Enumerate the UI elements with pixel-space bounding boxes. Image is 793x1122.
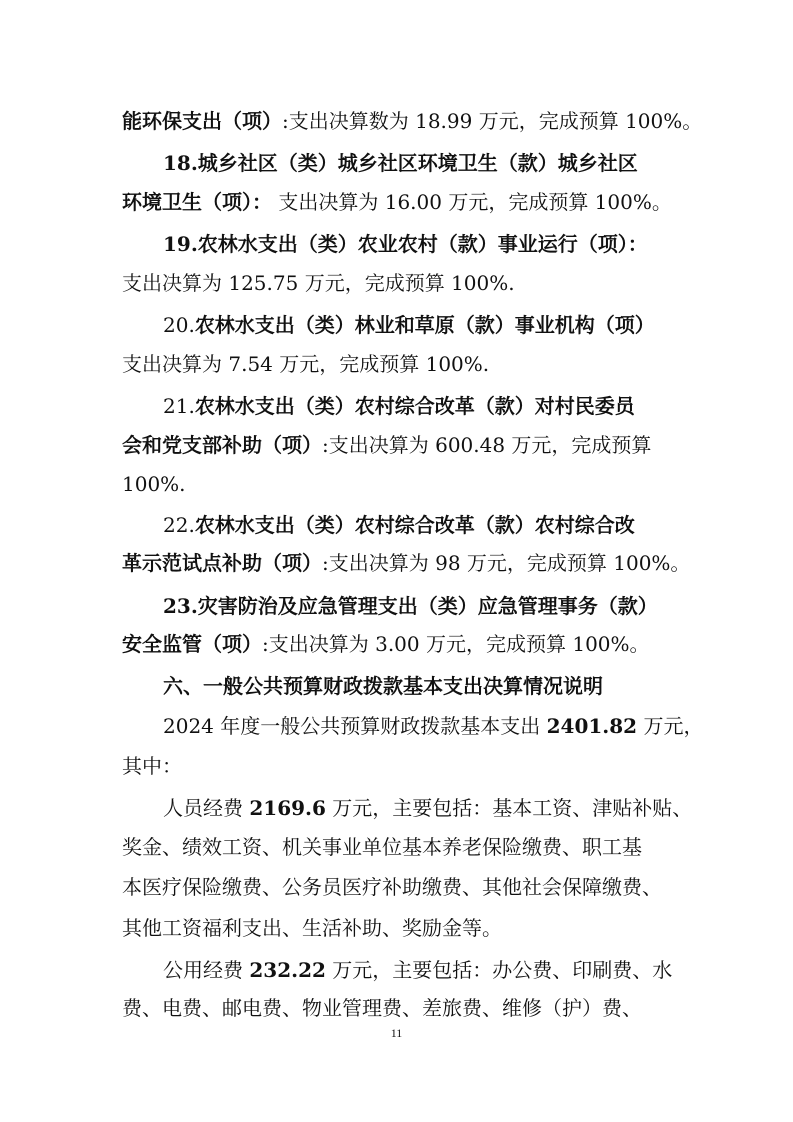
text-segment: :支出决算为 98 万元，完成预算 100%。 bbox=[322, 551, 691, 575]
text-line bbox=[122, 833, 793, 861]
bold-text-segment: 农林水支出（类）农村综合改革（款）农村综合改 bbox=[194, 513, 635, 537]
bold-text-segment: 2401.82 bbox=[546, 714, 638, 738]
bold-text-segment: 革示范试点补助（项） bbox=[122, 551, 322, 575]
text-line bbox=[122, 431, 793, 459]
text-line bbox=[163, 149, 793, 177]
text-line bbox=[122, 630, 793, 658]
bold-text-segment: 能环保支出（项） bbox=[122, 109, 282, 133]
text-line bbox=[163, 794, 793, 822]
text-segment: 万元，主要包括：办公费、印刷费、水 bbox=[325, 958, 673, 982]
text-line bbox=[163, 230, 793, 258]
text-line bbox=[163, 712, 793, 740]
text-segment: 其他工资福利支出、生活补助、奖励金等。 bbox=[122, 916, 502, 940]
text-segment: :支出决算为 600.48 万元，完成预算 bbox=[322, 433, 652, 457]
text-segment: 人员经费 bbox=[163, 796, 250, 820]
text-line bbox=[122, 470, 793, 498]
text-line bbox=[163, 592, 793, 620]
bold-text-segment: 19.农林水支出（类）农业农村（款）事业运行（项）： bbox=[163, 232, 648, 256]
text-line bbox=[122, 994, 793, 1022]
text-segment: 支出决算为 7.54 万元，完成预算 100%. bbox=[122, 352, 490, 376]
bold-text-segment: 农林水支出（类）林业和草原（款）事业机构（项） bbox=[194, 313, 655, 337]
text-segment: 万元， bbox=[637, 714, 704, 738]
bold-text-segment: 23.灾害防治及应急管理支出（类）应急管理事务（款） bbox=[163, 594, 658, 618]
text-segment: 万元，主要包括：基本工资、津贴补贴、 bbox=[325, 796, 693, 820]
text-segment: 费、电费、邮电费、物业管理费、差旅费、维修（护）费、 bbox=[122, 996, 642, 1020]
text-line bbox=[122, 752, 793, 780]
text-line bbox=[163, 392, 793, 420]
text-line bbox=[163, 956, 793, 984]
bold-text-segment: 会和党支部补助（项） bbox=[122, 433, 322, 457]
text-segment: :支出决算为 3.00 万元，完成预算 100%。 bbox=[262, 632, 650, 656]
bold-text-segment: 2169.6 bbox=[249, 796, 326, 820]
bold-text-segment: 环境卫生（项）： bbox=[122, 190, 272, 214]
text-segment: 21. bbox=[163, 394, 195, 418]
text-segment: 奖金、绩效工资、机关事业单位基本养老保险缴费、职工基 bbox=[122, 835, 642, 859]
text-segment: 100%. bbox=[122, 472, 186, 496]
text-line bbox=[122, 350, 793, 378]
page-number: 11 bbox=[390, 1026, 403, 1040]
text-line bbox=[122, 107, 793, 135]
text-line bbox=[122, 269, 793, 297]
text-segment: 支出决算为 16.00 万元，完成预算 100%。 bbox=[272, 190, 672, 214]
text-segment: 本医疗保险缴费、公务员医疗补助缴费、其他社会保障缴费、 bbox=[122, 875, 662, 899]
bold-text-segment: 安全监管（项） bbox=[122, 632, 262, 656]
text-line bbox=[122, 914, 793, 942]
bold-text-segment: 农林水支出（类）农村综合改革（款）对村民委员 bbox=[194, 394, 635, 418]
text-segment: 支出决算为 125.75 万元，完成预算 100%. bbox=[122, 271, 515, 295]
text-segment: 其中： bbox=[122, 754, 182, 778]
text-segment: 公用经费 bbox=[163, 958, 250, 982]
text-line bbox=[122, 188, 793, 216]
text-line bbox=[122, 549, 793, 577]
text-segment: 22. bbox=[163, 513, 195, 537]
text-line bbox=[163, 311, 793, 339]
bold-text-segment: 六、一般公共预算财政拨款基本支出决算情况说明 bbox=[163, 674, 603, 698]
text-segment: :支出决算数为 18.99 万元，完成预算 100%。 bbox=[282, 109, 703, 133]
text-line bbox=[122, 873, 793, 901]
bold-text-segment: 18.城乡社区（类）城乡社区环境卫生（款）城乡社区 bbox=[163, 151, 638, 175]
text-segment: 20. bbox=[163, 313, 195, 337]
text-segment: 2024 年度一般公共预算财政拨款基本支出 bbox=[163, 714, 547, 738]
section-heading bbox=[163, 672, 793, 700]
text-line bbox=[163, 511, 793, 539]
bold-text-segment: 232.22 bbox=[249, 958, 326, 982]
